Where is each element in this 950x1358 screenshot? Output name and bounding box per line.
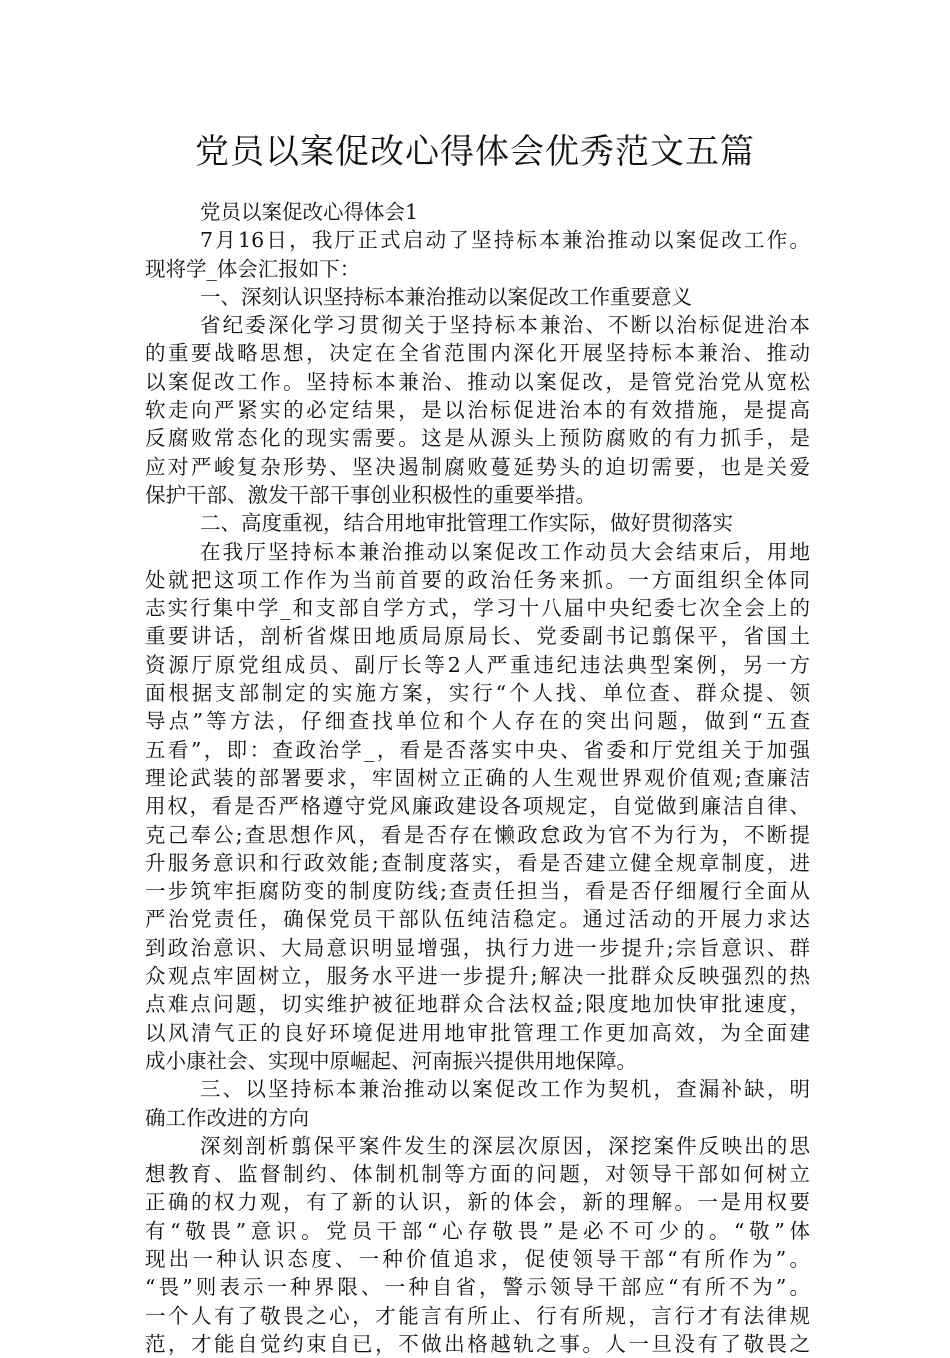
text-line: 用权，看是否严格遵守党风廉政建设各项规定，自觉做到廉洁自律、 bbox=[145, 794, 810, 819]
text-line: 以风清气正的良好环境促进用地审批管理工作更加高效，为全面建 bbox=[145, 1020, 810, 1045]
text-line: 面根据支部制定的实施方案，实行“个人找、单位查、群众提、领 bbox=[145, 681, 810, 706]
text-line: 克己奉公;查思想作风，看是否存在懒政怠政为官不为行为，不断提 bbox=[145, 822, 810, 847]
text-line: 应对严峻复杂形势、坚决遏制腐败蔓延势头的迫切需要，也是关爱 bbox=[145, 454, 810, 479]
text-line: 点难点问题，切实维护被征地群众合法权益;限度地加快审批速度， bbox=[145, 992, 810, 1017]
text-line: 一个人有了敬畏之心，才能言有所止、行有所规，言行才有法律规 bbox=[145, 1303, 810, 1328]
text-line: 确工作改进的方向 bbox=[145, 1105, 309, 1130]
text-line: 严治党责任，确保党员干部队伍纯洁稳定。通过活动的开展力求达 bbox=[145, 907, 810, 932]
text-line: 处就把这项工作作为当前首要的政治任务来抓。一方面组织全体同 bbox=[145, 567, 810, 592]
text-line: 省纪委深化学习贯彻关于坚持标本兼治、不断以治标促进治本 bbox=[200, 313, 810, 338]
text-line: 导点”等方法，仔细查找单位和个人存在的突出问题，做到“五查 bbox=[145, 709, 810, 734]
text-line: 一步筑牢拒腐防变的制度防线;查责任担当，看是否仔细履行全面从 bbox=[145, 879, 810, 904]
text-line: 以案促改工作。坚持标本兼治、推动以案促改，是管党治党从宽松 bbox=[145, 369, 810, 394]
text-line: 一、深刻认识坚持标本兼治推动以案促改工作重要意义 bbox=[200, 284, 692, 309]
text-line: 三、以坚持标本兼治推动以案促改工作为契机，查漏补缺，明 bbox=[200, 1077, 810, 1102]
text-line: 党员以案促改心得体会1 bbox=[200, 200, 419, 224]
document-body bbox=[145, 198, 810, 1358]
text-line: 软走向严紧实的必定结果，是以治标促进治本的有效措施，是提高 bbox=[145, 398, 810, 423]
text-line: 升服务意识和行政效能;查制度落实，看是否建立健全规章制度，进 bbox=[145, 850, 810, 875]
text-line: 反腐败常态化的现实需要。这是从源头上预防腐败的有力抓手，是 bbox=[145, 426, 810, 451]
text-line: 7月16日，我厅正式启动了坚持标本兼治推动以案促改工作。 bbox=[200, 228, 810, 253]
text-line: 理论武装的部署要求，牢固树立正确的人生观世界观价值观;查廉洁 bbox=[145, 765, 810, 790]
text-line: 五看”，即：查政治学_，看是否落实中央、省委和厅党组关于加强 bbox=[145, 737, 810, 762]
text-line: 有“敬畏”意识。党员干部“心存敬畏”是必不可少的。“敬”体 bbox=[145, 1218, 810, 1243]
text-line: 二、高度重视，结合用地审批管理工作实际，做好贯彻落实 bbox=[200, 511, 733, 536]
text-line: 到政治意识、大局意识明显增强，执行力进一步提升;宗旨意识、群 bbox=[145, 935, 810, 960]
text-line: “畏”则表示一种界限、一种自省，警示领导干部应“有所不为”。 bbox=[145, 1275, 810, 1300]
text-line: 保护干部、激发干部干事创业积极性的重要举措。 bbox=[145, 482, 596, 507]
text-line: 的重要战略思想，决定在全省范围内深化开展坚持标本兼治、推动 bbox=[145, 341, 810, 366]
document-title: 党员以案促改心得体会优秀范文五篇 bbox=[195, 132, 755, 172]
text-line: 范，才能自觉约束自已，不做出格越轨之事。人一旦没有了敬畏之 bbox=[145, 1331, 810, 1356]
text-line: 深刻剖析翦保平案件发生的深层次原因，深挖案件反映出的思 bbox=[200, 1133, 810, 1158]
text-line: 资源厅原党组成员、副厅长等2人严重违纪违法典型案例，另一方 bbox=[145, 652, 810, 677]
text-line: 成小康社会、实现中原崛起、河南振兴提供用地保障。 bbox=[145, 1048, 637, 1073]
text-line: 志实行集中学_和支部自学方式，学习十八届中央纪委七次全会上的 bbox=[145, 596, 810, 621]
text-line: 现出一种认识态度、一种价值追求，促使领导干部“有所作为”。 bbox=[145, 1246, 810, 1271]
text-line: 现将学_体会汇报如下： bbox=[145, 256, 361, 281]
text-line: 重要讲话，剖析省煤田地质局原局长、党委副书记翦保平，省国土 bbox=[145, 624, 810, 649]
text-line: 众观点牢固树立，服务水平进一步提升;解决一批群众反映强烈的热 bbox=[145, 964, 810, 989]
text-line: 在我厅坚持标本兼治推动以案促改工作动员大会结束后，用地 bbox=[200, 539, 810, 564]
text-line: 正确的权力观，有了新的认识，新的体会，新的理解。一是用权要 bbox=[145, 1190, 810, 1215]
text-line: 想教育、监督制约、体制机制等方面的问题，对领导干部如何树立 bbox=[145, 1162, 810, 1187]
